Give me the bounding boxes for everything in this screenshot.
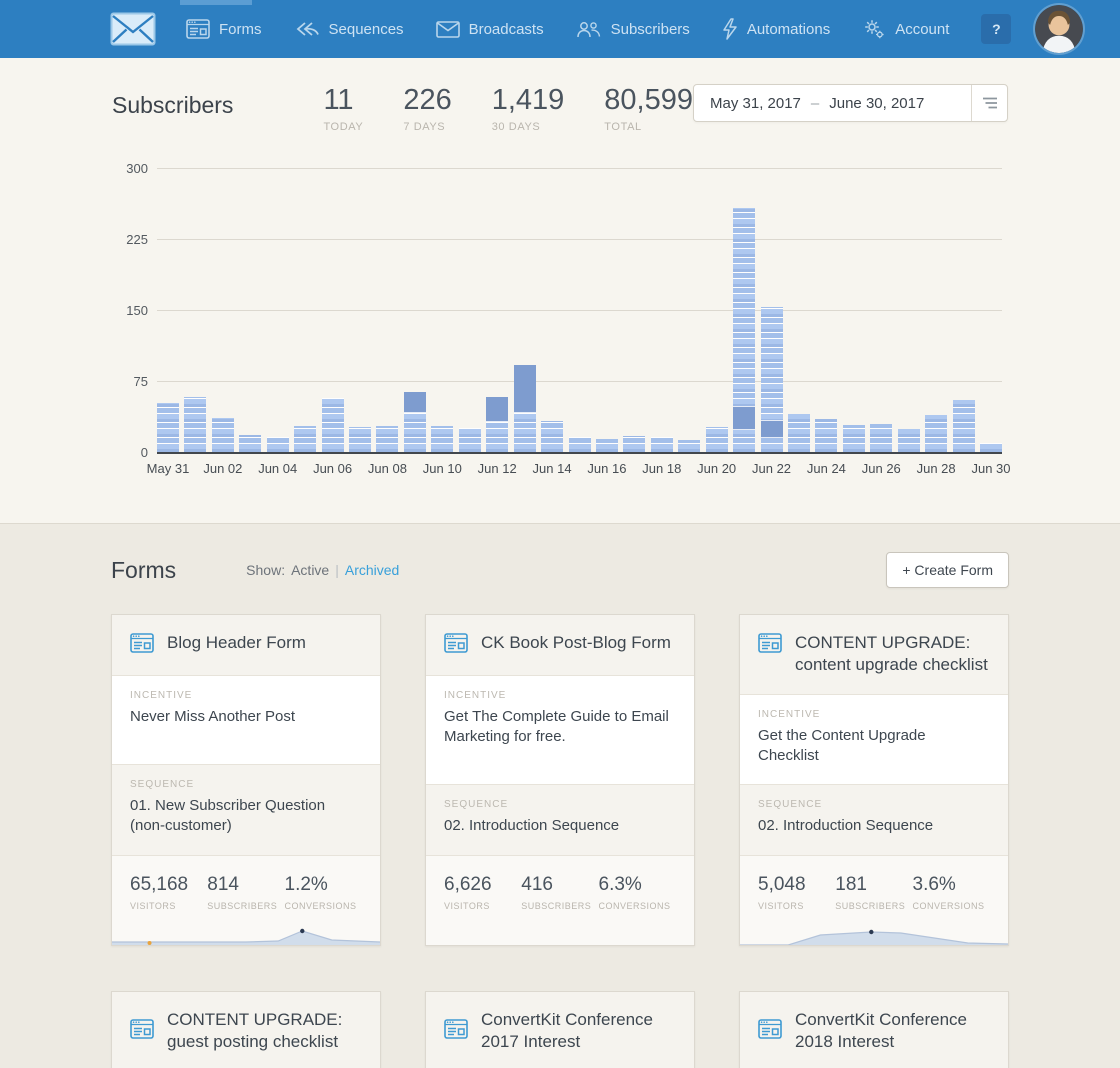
chart-bar[interactable] (596, 439, 618, 452)
stat-value: 65,168 (130, 873, 189, 895)
stat-value: 181 (835, 873, 867, 895)
chart-bar[interactable] (623, 436, 645, 452)
form-cards-grid-row2 (111, 991, 1009, 1068)
chart-x-tick-label: May 31 (146, 461, 190, 476)
form-card-title: CONTENT UPGRADE: guest posting checklist (167, 1009, 343, 1052)
chart-bar[interactable] (431, 426, 453, 453)
forms-title: Forms (111, 556, 177, 583)
chart-x-tick-label: Jun 26 (861, 461, 901, 476)
form-card[interactable] (111, 991, 381, 1068)
help-button[interactable]: ? (981, 14, 1011, 44)
form-card-title: CK Book Post-Blog Form (481, 633, 671, 652)
form-card-stat (835, 874, 912, 911)
form-card-sequence (112, 764, 380, 856)
page-title: Subscribers (112, 92, 234, 118)
stat-value: 6,626 (444, 873, 492, 895)
stat-label: SUBSCRIBERS (521, 900, 592, 911)
chart-bar[interactable] (843, 425, 865, 452)
form-card[interactable] (111, 614, 381, 946)
nav-item-broadcasts[interactable] (436, 0, 544, 58)
subscribers-section (0, 58, 1120, 524)
filter-divider: | (335, 562, 339, 578)
chart-bar[interactable] (486, 397, 508, 452)
stat-label: TODAY (323, 121, 364, 133)
broadcast-icon (436, 21, 460, 38)
chart-bar[interactable] (761, 307, 783, 452)
chart-bar[interactable] (294, 426, 316, 452)
chart-bar-dark-segment (761, 420, 783, 437)
chart-x-tick-label: Jun 10 (422, 461, 462, 476)
sequence-label: SEQUENCE (444, 799, 509, 811)
form-card-header (740, 615, 1008, 695)
chart-x-tick-label: Jun 30 (971, 461, 1011, 476)
nav-items (186, 0, 981, 58)
chart-bar[interactable] (870, 424, 892, 452)
stat-value: 814 (207, 873, 239, 895)
chart-bar[interactable] (239, 435, 261, 452)
chart-bar-dark-segment (733, 406, 755, 430)
form-card-stats (426, 856, 694, 945)
sequences-icon (294, 20, 320, 38)
form-card[interactable] (425, 991, 695, 1068)
form-card[interactable] (739, 991, 1009, 1068)
stat-value: 226 (403, 84, 452, 116)
chart-y-tick-label: 225 (126, 232, 148, 247)
chart-bar[interactable] (267, 437, 289, 452)
stat-label: TOTAL (604, 121, 642, 133)
subscriber-stat (492, 84, 565, 133)
stat-label: VISITORS (444, 900, 490, 911)
form-cards-grid (111, 614, 1009, 946)
form-card-title: Blog Header Form (167, 633, 306, 652)
chart-bar[interactable] (349, 427, 371, 452)
chart-y-tick-label: 150 (126, 303, 148, 318)
subscribers-bar-chart (126, 161, 1011, 485)
stat-value: 3.6% (912, 873, 956, 895)
form-card-incentive (426, 676, 694, 784)
form-icon (758, 633, 782, 677)
filter-active[interactable]: Active (291, 562, 330, 578)
show-label: Show: (246, 562, 286, 578)
nav-item-label: Forms (219, 20, 262, 38)
nav-item-label: Sequences (328, 20, 404, 38)
form-icon (444, 633, 468, 658)
form-card-header (112, 615, 380, 676)
stat-value: 80,599 (604, 84, 693, 116)
chart-bar[interactable] (157, 403, 179, 452)
chart-y-tick-label: 75 (133, 374, 148, 389)
form-card-sequence (740, 784, 1008, 855)
form-card-header (426, 615, 694, 676)
chart-bar[interactable] (569, 437, 591, 452)
sequence-label: SEQUENCE (758, 799, 823, 811)
stat-value: 1.2% (284, 873, 328, 895)
form-icon (130, 633, 154, 658)
chart-x-tick-label: Jun 08 (367, 461, 407, 476)
chart-x-axis-labels (146, 461, 1011, 485)
chart-x-axis-line (157, 452, 1002, 454)
nav-item-label: Automations (746, 20, 831, 38)
chart-bar-dark-segment (486, 397, 508, 422)
form-card-title: ConvertKit Conference 2017 Interest (481, 1009, 653, 1052)
stat-label: VISITORS (130, 900, 176, 911)
chart-gridline (157, 168, 1002, 169)
stat-label: VISITORS (758, 900, 804, 911)
date-end: June 30, 2017 (829, 94, 925, 112)
chart-gridline (157, 239, 1002, 240)
chart-x-tick-label: Jun 06 (313, 461, 353, 476)
form-card-title: CONTENT UPGRADE: content upgrade checklist (795, 633, 988, 675)
subscriber-stat (604, 84, 693, 133)
chart-x-tick-label: Jun 14 (532, 461, 572, 476)
nav-item-label: Subscribers (610, 20, 690, 38)
form-card-sequence (426, 784, 694, 855)
stat-label: 7 DAYS (403, 121, 446, 133)
chart-bar[interactable] (212, 418, 234, 452)
incentive-label: INCENTIVE (130, 690, 193, 701)
chart-bar[interactable] (925, 415, 947, 452)
stat-value: 416 (521, 873, 553, 895)
show-filter (246, 562, 399, 578)
chart-bar[interactable] (980, 443, 1002, 452)
incentive-text: Get The Complete Guide to Email Marketing for free. (444, 708, 669, 746)
chart-bar[interactable] (678, 440, 700, 452)
automations-icon (722, 18, 738, 40)
sequence-text: 02. Introduction Sequence (444, 817, 620, 835)
user-avatar[interactable] (1035, 5, 1083, 53)
form-icon (130, 1019, 154, 1044)
stat-label: CONVERSIONS (598, 900, 671, 911)
subscriber-stat (323, 84, 363, 133)
chart-x-tick-label: Jun 16 (587, 461, 627, 476)
chart-bar[interactable] (376, 426, 398, 452)
chart-y-tick-label: 300 (126, 161, 148, 176)
create-form-button[interactable]: + Create Form (886, 552, 1009, 588)
form-card-sparkline (112, 921, 380, 945)
form-card-stat (207, 874, 284, 911)
chart-x-tick-label: Jun 28 (916, 461, 956, 476)
stat-label: CONVERSIONS (912, 900, 985, 911)
form-icon (186, 19, 210, 39)
chart-bar[interactable] (733, 208, 755, 452)
nav-item-subscribers[interactable] (576, 0, 690, 58)
chart-bar[interactable] (514, 365, 536, 452)
chart-bar[interactable] (706, 427, 728, 452)
stat-value: 6.3% (598, 873, 642, 895)
chart-bar[interactable] (404, 392, 426, 452)
nav-item-label: Account (895, 20, 950, 38)
form-card-stat (599, 874, 676, 911)
subscriber-stat (403, 84, 451, 133)
subscriber-stats (323, 84, 693, 133)
chart-gridline (157, 310, 1002, 311)
form-card-title: ConvertKit Conference 2018 Interest (795, 1009, 967, 1052)
form-card-stat (758, 874, 835, 911)
stat-label: SUBSCRIBERS (207, 900, 278, 911)
date-range-text (694, 95, 971, 112)
stat-label: CONVERSIONS (284, 900, 357, 911)
form-card[interactable] (425, 614, 695, 946)
chart-x-tick-label: Jun 24 (806, 461, 846, 476)
incentive-text: Never Miss Another Post (130, 708, 296, 725)
chart-bar-dark-segment (404, 392, 426, 413)
chart-gridline (157, 381, 1002, 382)
form-card-header (740, 992, 1008, 1068)
chart-bar[interactable] (651, 437, 673, 452)
chart-bar[interactable] (459, 428, 481, 452)
chart-bar[interactable] (541, 421, 563, 452)
nav-item-automations[interactable] (722, 0, 830, 58)
date-start: May 31, 2017 (710, 94, 801, 112)
stat-value: 1,419 (491, 84, 565, 116)
stat-label: SUBSCRIBERS (835, 900, 906, 911)
forms-section (0, 524, 1120, 1068)
nav-item-forms[interactable] (186, 0, 262, 58)
date-separator: – (810, 94, 820, 112)
form-card-stat (444, 874, 521, 911)
chart-x-tick-label: Jun 04 (258, 461, 298, 476)
form-card-header (112, 992, 380, 1068)
form-card-stat (521, 874, 598, 911)
nav-item-sequences[interactable] (294, 0, 404, 58)
chart-x-tick-label: Jun 20 (697, 461, 737, 476)
incentive-label: INCENTIVE (444, 690, 507, 701)
sequence-text: 01. New Subscriber Question (non-customer) (130, 797, 326, 835)
form-card-incentive (740, 695, 1008, 785)
chart-bar[interactable] (184, 397, 206, 452)
chart-bar[interactable] (953, 400, 975, 452)
form-card-stat (130, 874, 207, 911)
form-icon (444, 1019, 468, 1044)
account-icon (862, 18, 886, 40)
filter-archived[interactable]: Archived (344, 562, 400, 578)
chart-x-tick-label: Jun 12 (477, 461, 517, 476)
nav-item-account[interactable] (862, 0, 949, 58)
form-card-header (426, 992, 694, 1068)
sequence-text: 02. Introduction Sequence (758, 817, 934, 835)
chart-bar[interactable] (898, 429, 920, 452)
subscribers-icon (576, 21, 602, 38)
form-card-incentive (112, 676, 380, 764)
chart-bar[interactable] (815, 419, 837, 452)
chart-bar[interactable] (322, 398, 344, 452)
chart-x-tick-label: Jun 22 (752, 461, 792, 476)
form-card-stat (285, 874, 362, 911)
chart-y-tick-label: 0 (140, 445, 148, 460)
convertkit-logo-envelope-icon[interactable] (110, 12, 156, 46)
chart-x-tick-label: Jun 02 (203, 461, 243, 476)
chart-x-tick-label: Jun 18 (642, 461, 682, 476)
chart-plot (126, 161, 1002, 460)
form-card-stat (913, 874, 990, 911)
chart-bar[interactable] (788, 414, 810, 452)
stat-value: 5,048 (758, 873, 806, 895)
incentive-text: Get the Content Upgrade Checklist (758, 726, 926, 765)
nav-right (981, 5, 1083, 53)
stat-value: 11 (323, 84, 354, 116)
form-icon (758, 1019, 782, 1044)
date-range-picker[interactable] (693, 84, 1008, 122)
top-nav (0, 0, 1120, 58)
chart-bar-dark-segment (514, 365, 536, 413)
form-card[interactable] (739, 614, 1009, 946)
sequence-label: SEQUENCE (130, 779, 195, 791)
form-card-sparkline (740, 921, 1008, 945)
stat-label: 30 DAYS (491, 121, 541, 133)
date-filter-icon[interactable] (971, 85, 1007, 121)
incentive-label: INCENTIVE (758, 708, 821, 720)
nav-item-label: Broadcasts (468, 20, 544, 38)
